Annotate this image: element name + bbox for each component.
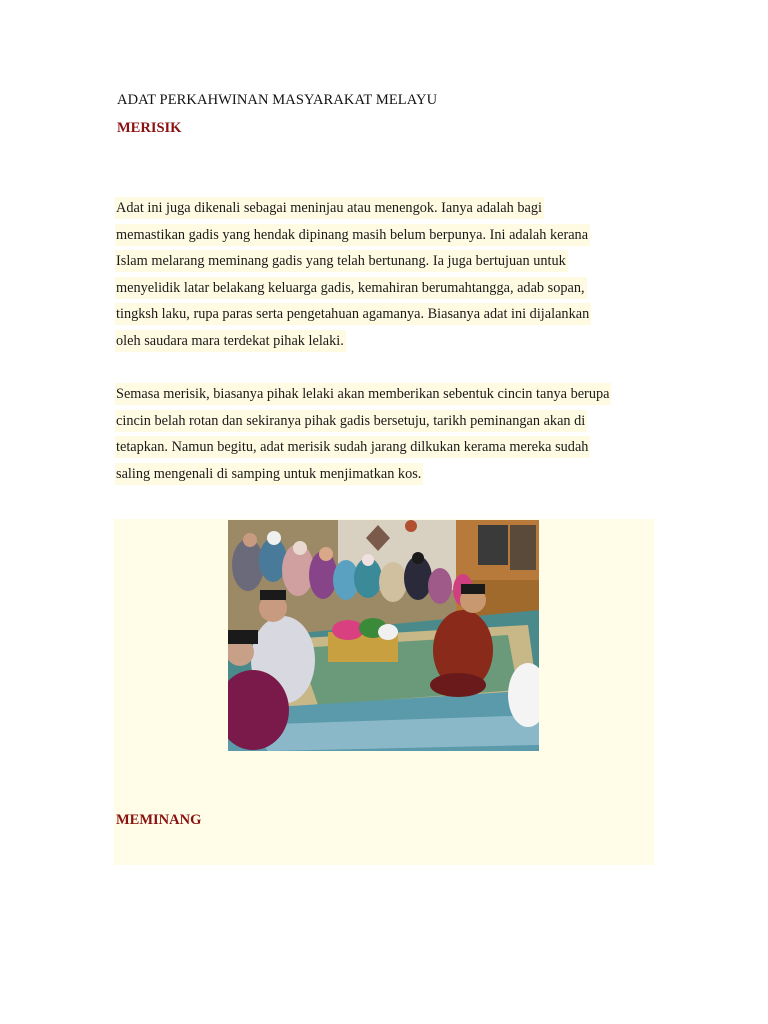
paragraph-line: tetapkan. Namun begitu, adat merisik sudah jarang dilkukan kerama mereka sudah [115, 434, 655, 461]
paragraph-line: oleh saudara mara terdekat pihak lelaki. [115, 328, 655, 355]
image-block [114, 519, 654, 865]
paragraph-line: memastikan gadis yang hendak dipinang masih belum berpunya. Ini adalah kerana [115, 222, 655, 249]
section-heading-meminang: MEMINANG [116, 812, 202, 828]
document-title: ADAT PERKAHWINAN MASYARAKAT MELAYU [117, 92, 438, 108]
paragraph-1 [115, 195, 655, 355]
paragraph-line: tingksh laku, rupa paras serta pengetahuan agamanya. Biasanya adat ini dijalankan [115, 301, 655, 328]
paragraph-line: Adat ini juga dikenali sebagai meninjau atau menengok. Ianya adalah bagi [115, 195, 655, 222]
paragraph-line: Semasa merisik, biasanya pihak lelaki akan memberikan sebentuk cincin tanya berupa [115, 381, 655, 408]
paragraph-line: Islam melarang meminang gadis yang telah bertunang. Ia juga bertujuan untuk [115, 248, 655, 275]
paragraph-line: saling mengenali di samping untuk menjimatkan kos. [115, 461, 655, 488]
paragraph-line: menyelidik latar belakang keluarga gadis, kemahiran berumahtangga, adab sopan, [115, 275, 655, 302]
paragraph-2 [115, 381, 655, 487]
paragraph-line: cincin belah rotan dan sekiranya pihak gadis bersetuju, tarikh peminangan akan di [115, 408, 655, 435]
section-heading-merisik: MERISIK [117, 120, 182, 136]
merisik-ceremony-photo [228, 520, 539, 751]
